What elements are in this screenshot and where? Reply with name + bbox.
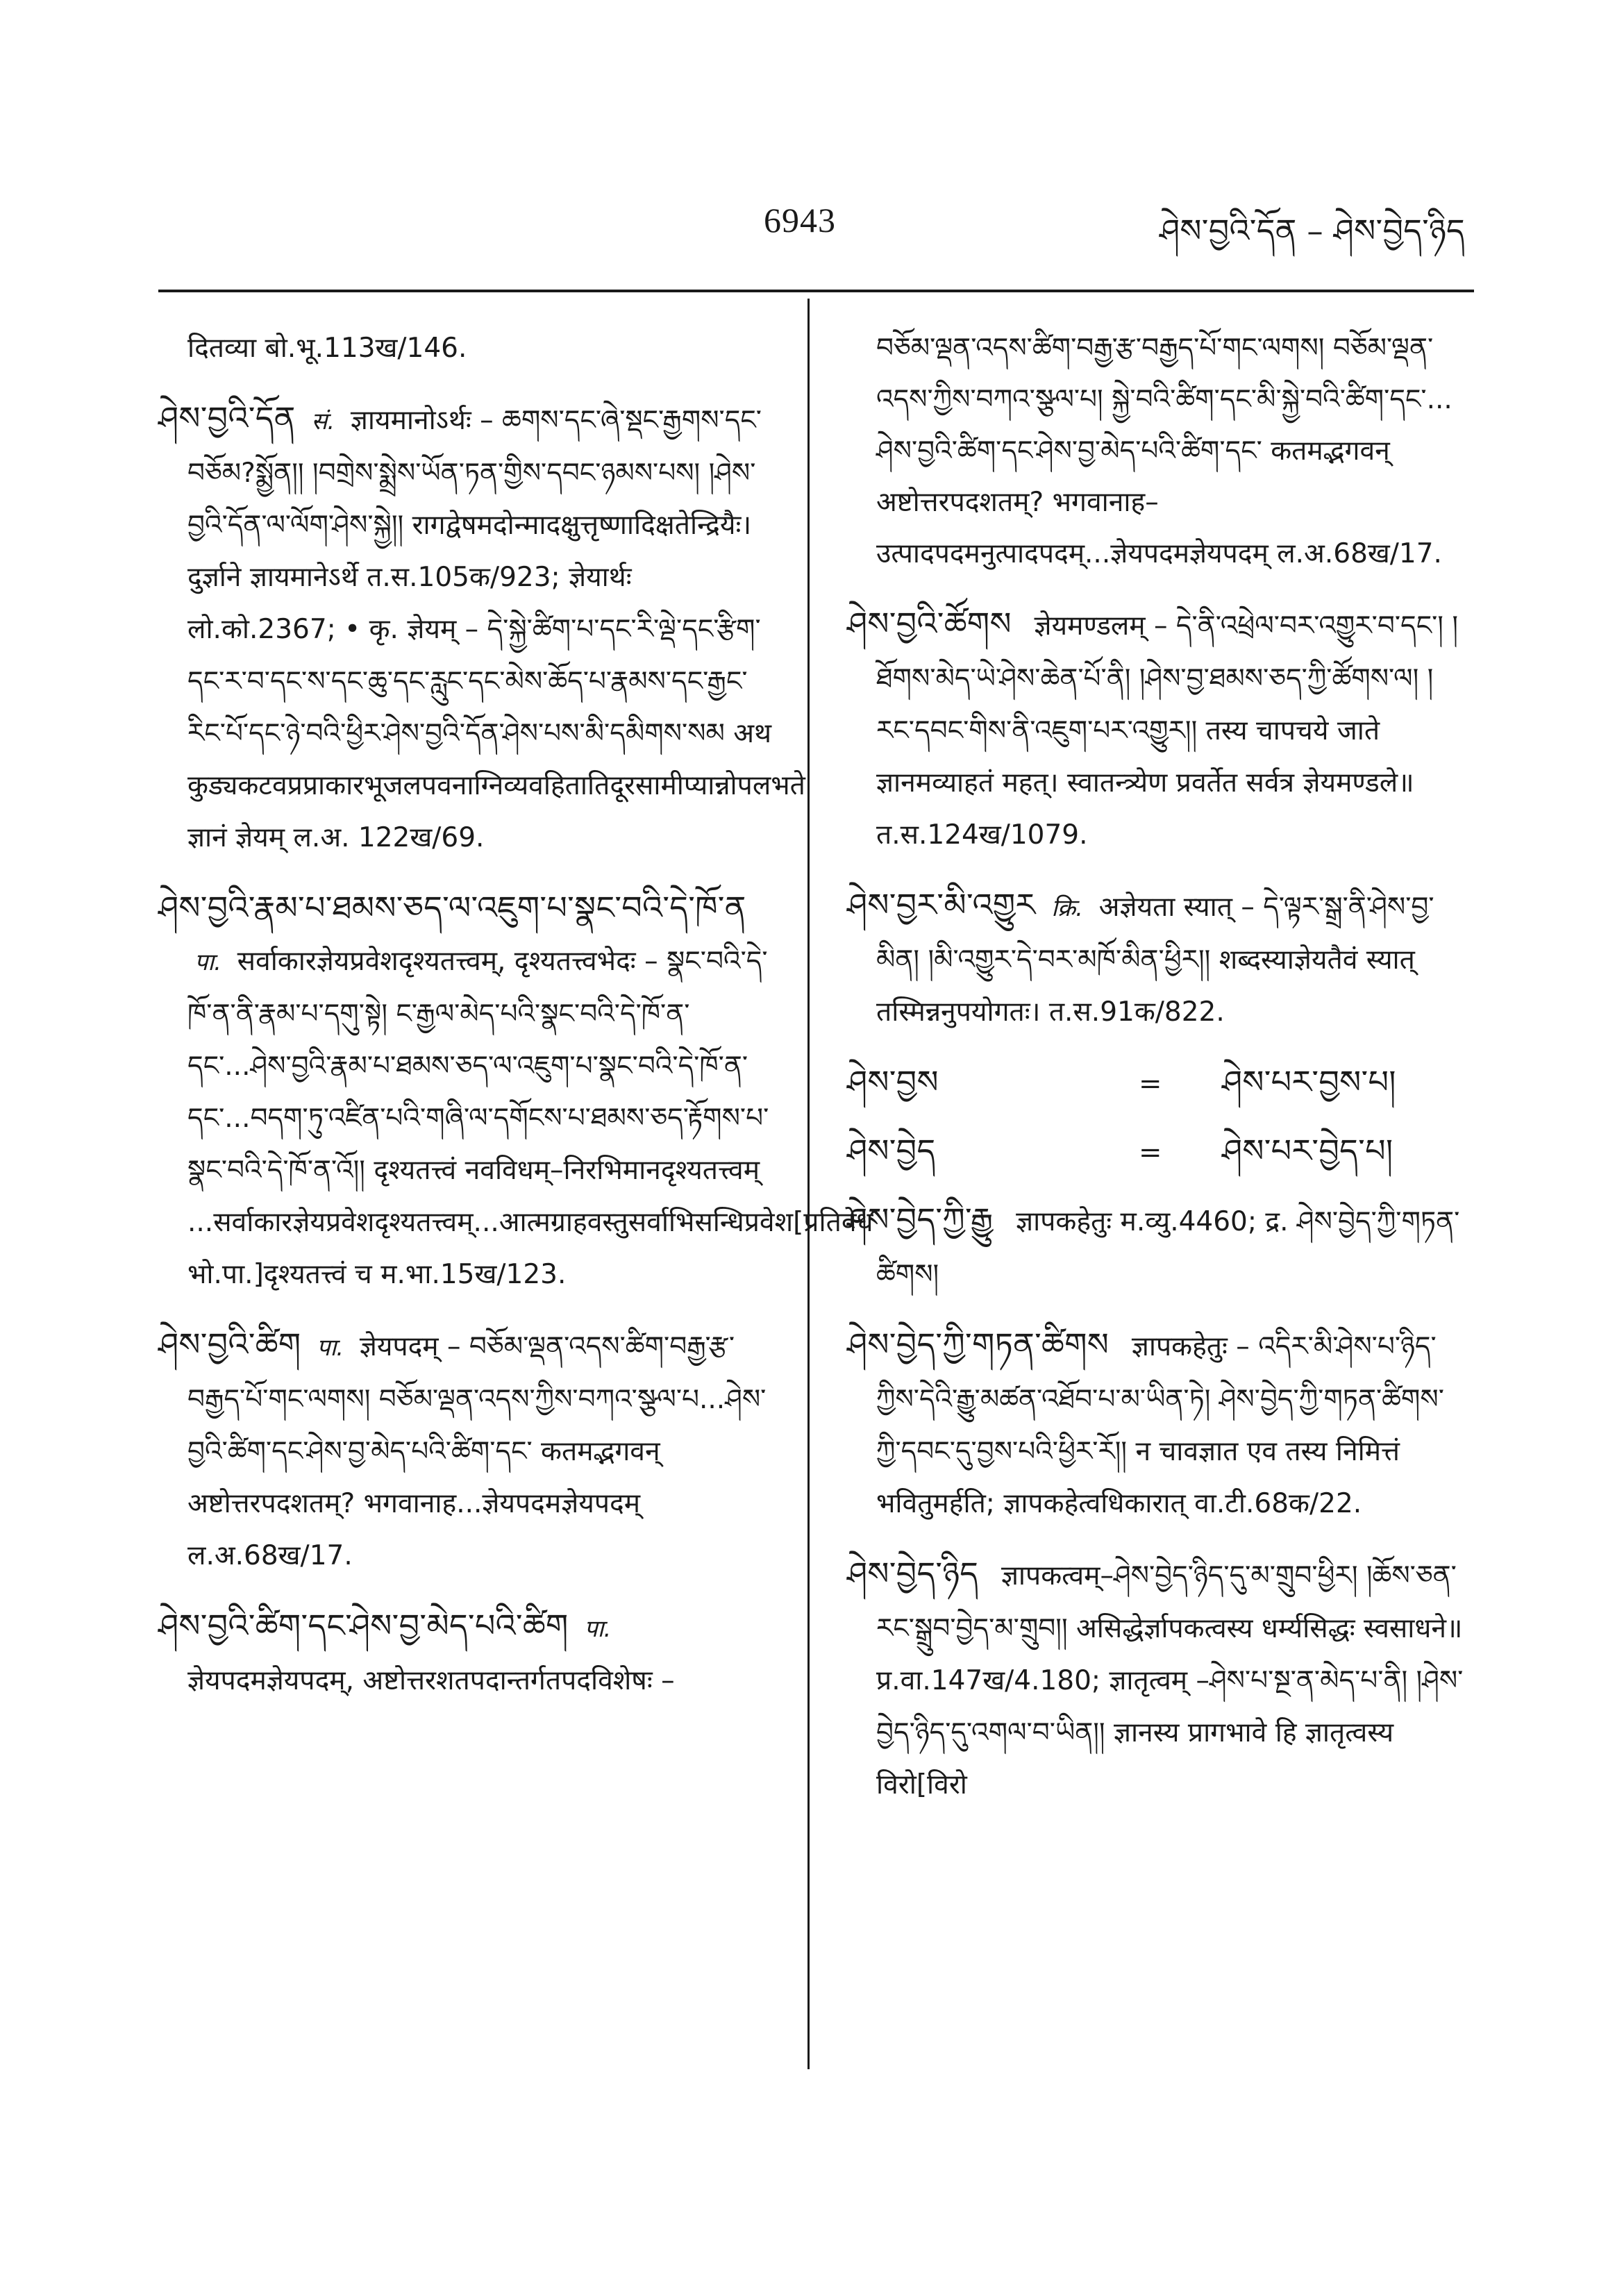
dictionary-entry [158,882,873,1301]
grammar-tag: पा. [317,1334,344,1362]
grammar-tag: सं. [311,408,335,435]
entry-body: ज्ञापकत्वम्–ཤེས་བྱེད་ཉིད་དུ་མ་གྲུབ་ཕྱིར། །ཆོས་ཅན་རང་སྒྲུབ་བྱེད་མ་གྲུབ།། असिद्धेर्ज्ञापकत्वस्य धर्म्यसिद्धः स्वसाधने॥ प्र.वा.147ख/4.180; ज्ञातृत्वम् –ཤེས་པ་སྔ་ན་མེད་པ་ནི། །ཤེས་བྱེད་ཉིད་དུ་འགལ་བ་ཡིན།། ज्ञानस्य प्रागभावे हि ज्ञातृत्वस्य विरो[विरो [876,1560,1464,1800]
dictionary-entry [847,598,1465,861]
grammar-tag [1021,613,1035,641]
dictionary-entry [847,1548,1465,1811]
page-number: 6943 [764,201,836,240]
entry-body: अज्ञेयता स्यात् – དེ་ལྟར་སྒྲ་ནི་ཤེས་བྱ་མིན། །མི་འགྱུར་དེ་བར་མཁོ་མིན་ཕྱིར།། शब्दस्याज्ञेयतैवं स्यात् तस्मिन्ननुपयोगतः। त.स.91क/822. [876,892,1434,1028]
dictionary-entry [158,392,805,864]
dictionary-entry [847,879,1465,1038]
running-head: ཤེས་བྱའི་དོན – ཤེས་བྱེད་ཉིད [1160,212,1465,249]
xref-target: ཤེས་པར་བྱེད་པ། [1222,1132,1393,1169]
entry-headword: ཤེས་བྱའི་ཚོགས [847,605,1012,642]
grammar-tag [987,1563,1001,1591]
left-column [158,323,873,1725]
entry-headword: ཤེས་བྱེད་ཀྱི་རྒྱུ [847,1201,994,1238]
entry-headword: ཤེས་བྱར་མི་འགྱུར [847,886,1036,924]
equals-sign: = [1139,1068,1162,1100]
cross-reference [847,1056,1465,1110]
continuation-text: दितव्या बो.भू.113ख/146. [187,333,467,364]
entry-headword: ཤེས་བྱེད་ཉིད [847,1555,979,1592]
entry-body: सर्वाकारज्ञेयप्रवेशदृश्यतत्त्वम्, दृश्यतत्त्वभेदः – སྣང་བའི་དེ་ཁོ་ན་ནི་རྣམ་པ་དགུ་སྟེ། ང་རྒྱལ་མེད་པའི་སྣང་བའི་དེ་ཁོ་ན་དང་...ཤེས་བྱའི་རྣམ་པ་ཐམས་ཅད་ལ་འཇུག་པ་སྣང་བའི་དེ་ཁོ་ན་དང་...བདག་ཏུ་འཛིན་པའི་གཞི་ལ་དགོངས་པ་ཐམས་ཅད་རྟོགས་པ་སྣང་བའི་དེ་ཁོ་ན་འོ།། दृश्यतत्त्वं नवविधम्–निरभिमानदृश्यतत्त्वम् ...सर्वाकारज्ञेयप्रवेशदृश्यतत्त्वम्...आत्मग्राहवस्तुसर्वाभिसन्धिप्रवेश[प्रतिवेध भो.पा.]दृश्यतत्त्वं च म.भा.15ख/123. [187,946,873,1290]
grammar-tag: पा. [194,949,221,976]
entry-body: ज्ञापकहेतुः – འདིར་མི་ཤེས་པ་ཉིད་ཀྱིས་དེའི་རྒྱུ་མཚན་འཐོབ་པ་མ་ཡིན་ཏེ། ཤེས་བྱེད་ཀྱི་གཏན་ཚིགས་ཀྱི་དབང་དུ་བྱས་པའི་ཕྱིར་རོ།། न चावज्ञात एव तस्य निमित्तं भवितुमर्हति; ज्ञापकहेत्वधिकारात् वा.टी.68क/22. [876,1331,1444,1519]
entry-headword: ཤེས་བྱའི་ཚིག [158,1326,301,1363]
entry-headword: ཤེས་བྱེད [847,1132,936,1169]
right-column [847,323,1465,1829]
dictionary-entry [158,1600,776,1707]
entry-headword: ཤེས་བྱའི་དོན [158,399,296,437]
grammar-tag [1118,1334,1132,1362]
xref-target: ཤེས་པར་བྱས་པ། [1222,1063,1396,1101]
entry-body: ज्ञापकहेतुः म.व्यु.4460; द्र. ཤེས་བྱེད་ཀྱི་གཏན་ཚིགས། [876,1206,1460,1290]
cross-reference [847,1125,1465,1178]
header-rule [158,290,1474,292]
dictionary-entry [847,1194,1465,1301]
entry-headword: ཤེས་བྱེད་ཀྱི་གཏན་ཚིགས [847,1326,1110,1363]
entry-body: ज्ञेयपदम् – བཅོམ་ལྡན་འདས་ཚིག་བརྒྱ་རྩ་བརྒྱད་པོ་གང་ལགས། བཅོམ་ལྡན་འདས་ཀྱིས་བཀའ་སྩལ་པ...ཤེས་བྱའི་ཚིག་དང་ཤེས་བྱ་མེད་པའི་ཚིག་དང་ कतमद्भगवन् अष्टोत्तरपदशतम्? भगवानाह...ज्ञेयपदमज्ञेयपदम् ल.अ.68ख/17. [187,1331,767,1571]
entry-body: ज्ञेयपदमज्ञेयपदम्, अष्टोत्तरशतपदान्तर्गतपदविशेषः – [187,1665,675,1696]
entry-headword: ཤེས་བྱའི་རྣམ་པ་ཐམས་ཅད་ལ་འཇུག་པ་སྣང་བའི་དེ་ཁོ་ན [158,889,746,926]
column-divider [807,299,810,2069]
grammar-tag [1002,1209,1016,1237]
grammar-tag: क्रि. [1051,894,1083,922]
entry-body: ज्ञायमानोऽर्थः – ཆགས་དང་ཞེ་སྡང་རྒྱགས་དང་བཅོམ?སྨྱོན།། །བགྲེས་སྨྲེས་ཡོན་ཏན་གྱིས་དབང་ཉམས་པས། །ཤེས་བྱའི་དོན་ལ་ལོག་ཤེས་སྐྱེ།། रागद्वेषमदोन्मादक्षुत्तृष्णादिक्षतेन्द्रियैः। दुर्ज्ञाने ज्ञायमानेऽर्थे त.स.105क/923; ज्ञेयार्थः लो.को.2367; • कृ. ज्ञेयम् – དེ་སྐྱེ་ཚིག་པ་དང་རི་ལྡེ་དང་རྩིག་དང་ར་བ་དང་ས་དང་ཆུ་དང་རླུང་དང་མེས་ཆོད་པ་རྣམས་དང་རྒྱང་རིང་པོ་དང་ཉེ་བའི་ཕྱིར་ཤེས་བྱའི་དོན་ཤེས་པས་མི་དམིགས་སམ अथ कुड्यकटवप्रप्राकारभूजलपवनाग्निव्यवहितातिदूरसामीप्यान्नोपलभते ज्ञानं ज्ञेयम् ल.अ. 122ख/69. [187,405,805,853]
entry-headword: ཤེས་བྱའི་ཚིག་དང་ཤེས་བྱ་མེད་པའི་ཚིག [158,1607,569,1644]
continuation-text: བཅོམ་ལྡན་འདས་ཚིག་བརྒྱ་རྩ་བརྒྱད་པོ་གང་ལགས། བཅོམ་ལྡན་འདས་ཀྱིས་བཀའ་སྩལ་པ། སྐྱེ་བའི་ཚིག་དང་མི་སྐྱེ་བའི་ཚིག་དང་... ཤེས་བྱའི་ཚིག་དང་ཤེས་བྱ་མེད་པའི་ཚིག་དང་ कतमद्भगवन् अष्टोत्तरपदशतम्? भगवानाह–उत्पादपदमनुत्पादपदम्...ज्ञेयपदमज्ञेयपदम् ल.अ.68ख/17. [876,333,1453,569]
equals-sign: = [1139,1137,1162,1169]
dictionary-entry [847,1319,1465,1530]
dictionary-entry [158,1319,776,1582]
entry-headword: ཤེས་བྱས [847,1063,939,1101]
entry-body: ज्ञेयमण्डलम् – དེ་ནི་འཕྲེལ་བར་འགྱུར་བ་དང་། །ཐོགས་མེད་ཡེ་ཤེས་ཆེན་པོ་ནི། །ཤེས་བྱ་ཐམས་ཅད་ཀྱི་ཚོགས་ལ། །རང་དབང་གིས་ནི་འཇུག་པར་འགྱུར།། तस्य चापचये जाते ज्ञानमव्याहतं महत्। स्वातन्त्र्येण प्रवर्तेत सर्वत्र ज्ञेयमण्डले॥ त.स.124ख/1079. [876,610,1459,851]
grammar-tag: पा. [584,1615,612,1643]
